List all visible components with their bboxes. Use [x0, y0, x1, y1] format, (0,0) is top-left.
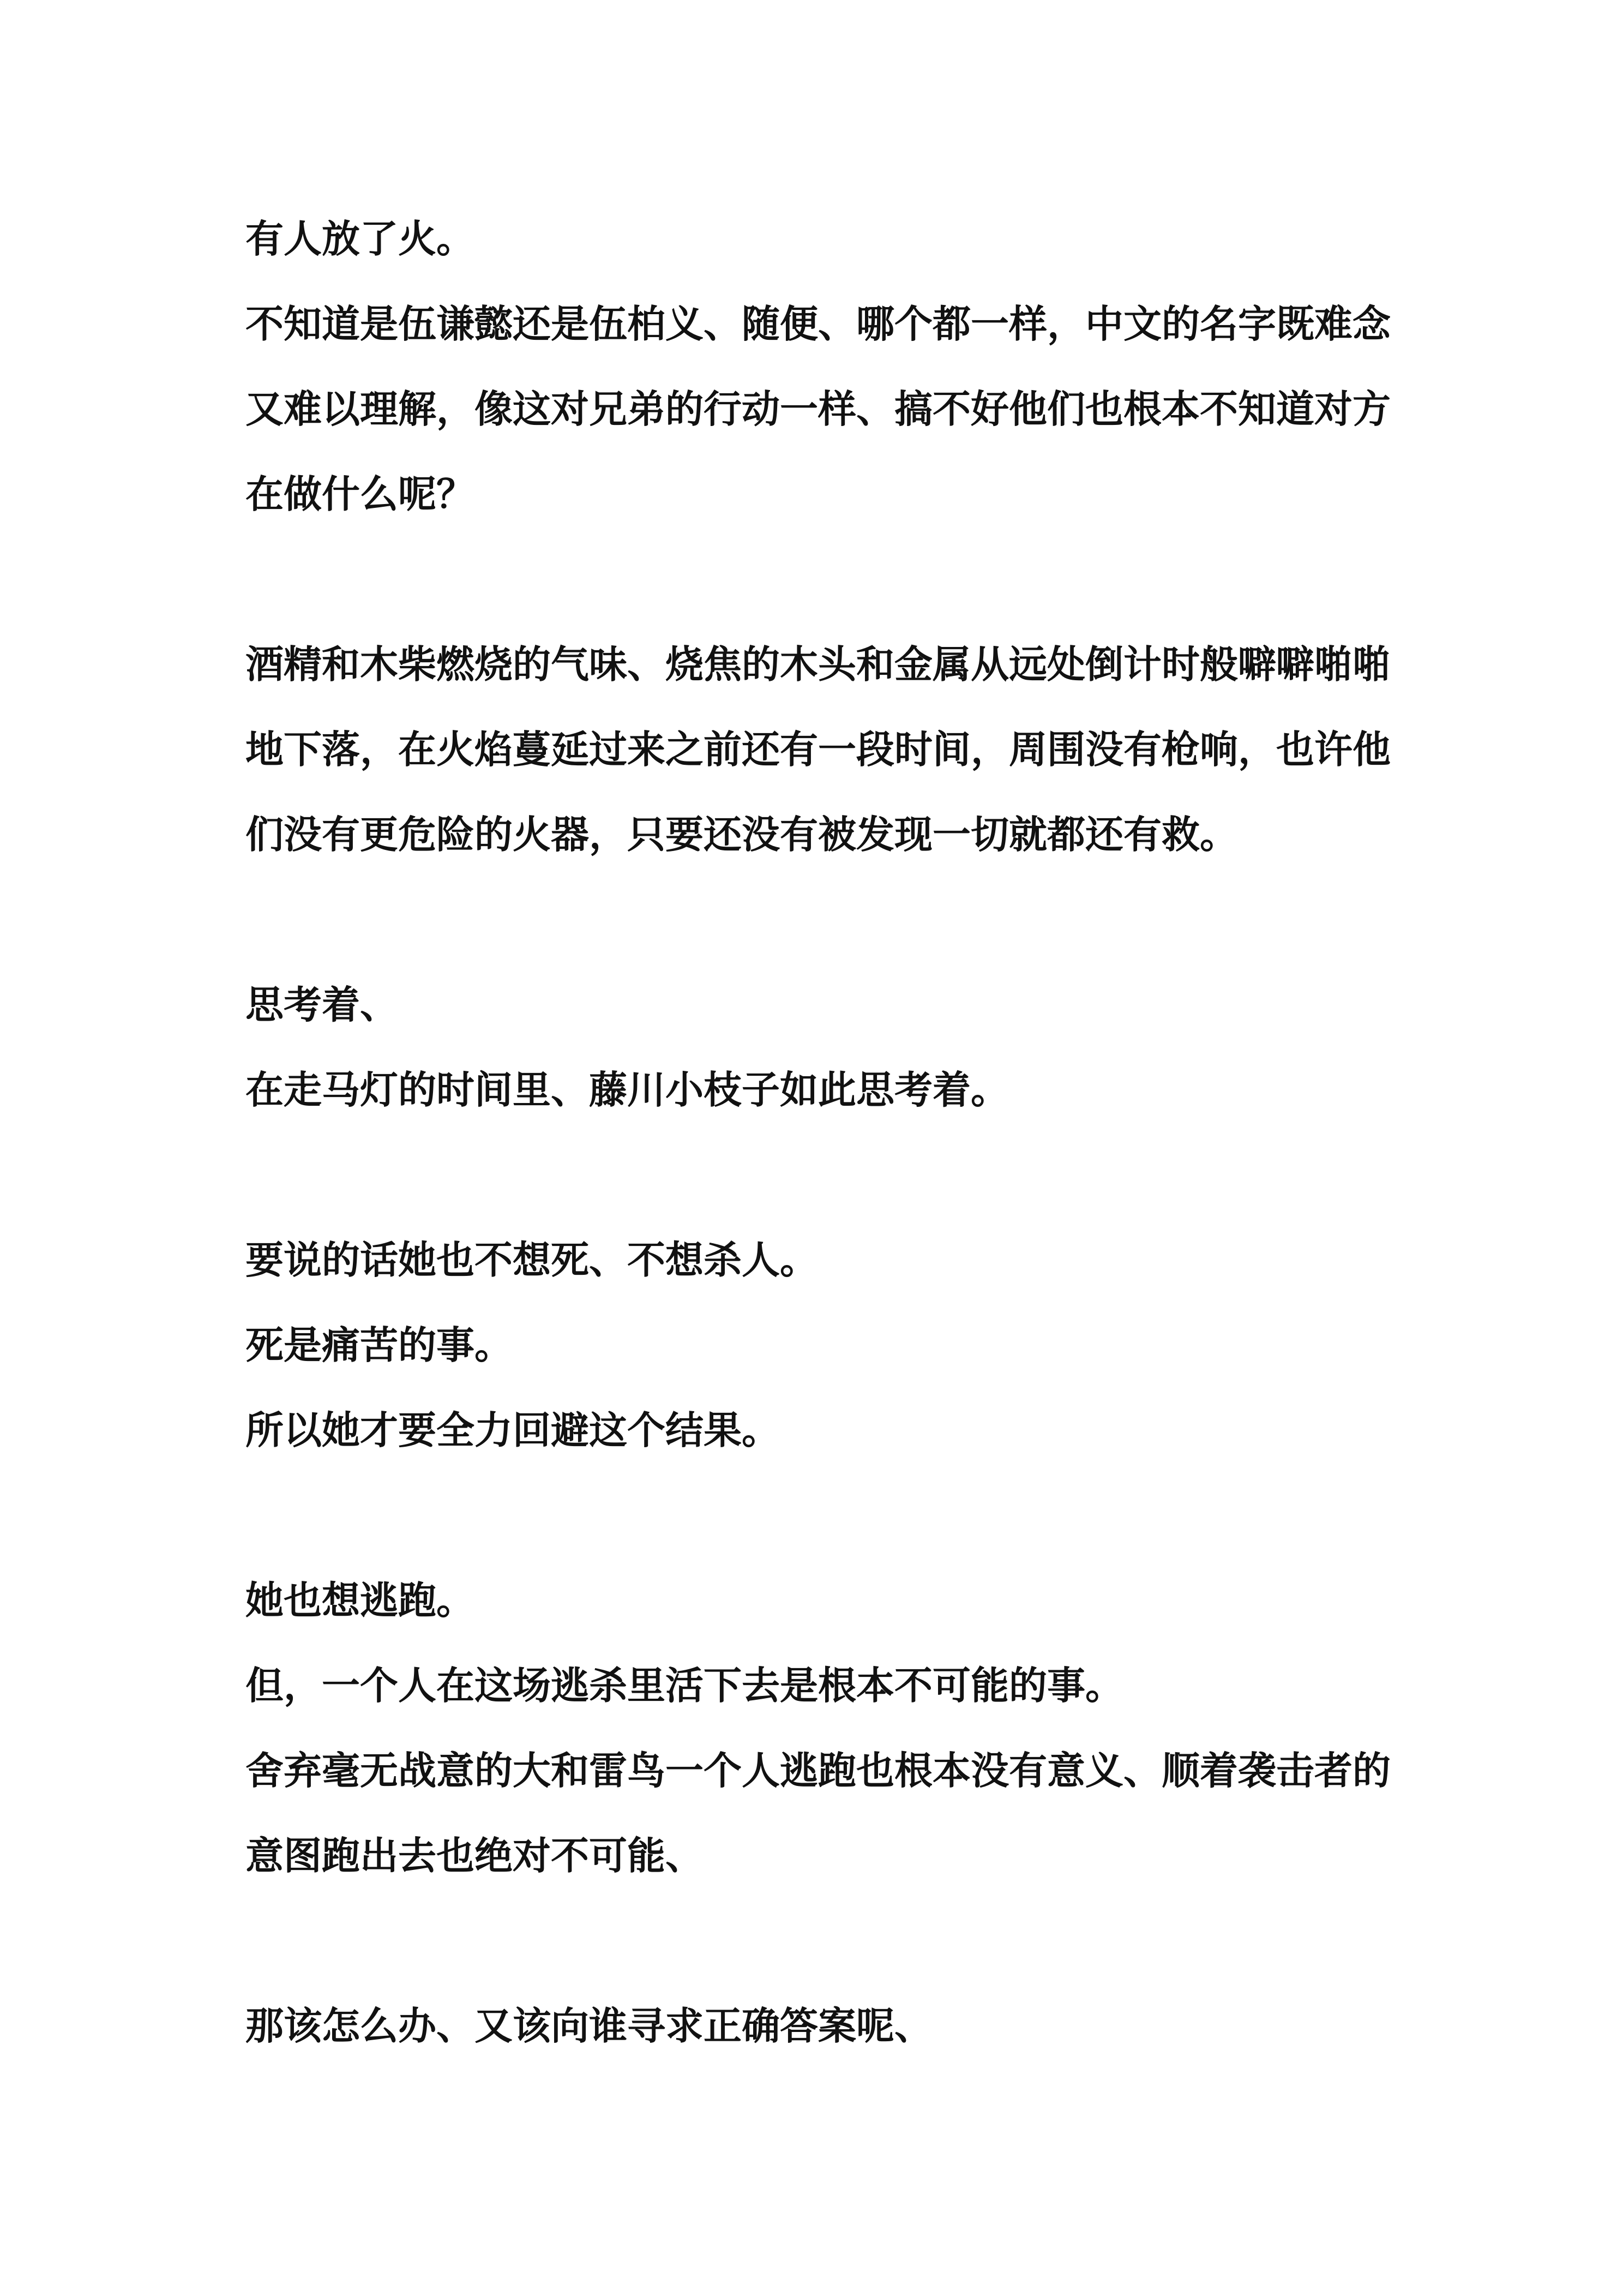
- text-line: 所以她才要全力回避这个结果。: [245, 1407, 780, 1453]
- paragraph-gap: [245, 1473, 1391, 1558]
- text-line: 死是痛苦的事。: [245, 1322, 513, 1368]
- paragraph-gap: [245, 537, 1391, 622]
- paragraph-gap: [245, 1898, 1391, 1983]
- paragraph-gap: [245, 1132, 1391, 1218]
- text-line: 思考着、: [245, 982, 398, 1027]
- text-line: 酒精和木柴燃烧的气味、烧焦的木头和金属从远处倒计时般噼噼啪啪: [245, 642, 1391, 687]
- text-line: 意图跑出去也绝对不可能、: [245, 1833, 704, 1878]
- text-line: 在做什么呢？: [245, 471, 474, 517]
- text-line: 又难以理解，像这对兄弟的行动一样、搞不好他们也根本不知道对方: [245, 386, 1391, 431]
- text-line: 有人放了火。: [245, 216, 474, 261]
- body-text: [245, 196, 1391, 2069]
- text-line: 地下落，在火焰蔓延过来之前还有一段时间，周围没有枪响，也许他: [245, 727, 1391, 772]
- text-line: 要说的话她也不想死、不想杀人。: [245, 1237, 818, 1282]
- text-line: 舍弃毫无战意的大和雷鸟一个人逃跑也根本没有意义、顺着袭击者的: [245, 1748, 1391, 1793]
- paragraph-gap: [245, 877, 1391, 962]
- text-line: 她也想逃跑。: [245, 1578, 474, 1623]
- text-line: 那该怎么办、又该向谁寻求正确答案呢、: [245, 2003, 933, 2048]
- text-line: 但，一个人在这场逃杀里活下去是根本不可能的事。: [245, 1663, 1123, 1708]
- text-line: 们没有更危险的火器，只要还没有被发现一切就都还有救。: [245, 812, 1238, 857]
- text-line: 在走马灯的时间里、藤川小枝子如此思考着。: [245, 1067, 1009, 1112]
- text-line: 不知道是伍谦懿还是伍柏义、随便、哪个都一样，中文的名字既难念: [245, 301, 1391, 346]
